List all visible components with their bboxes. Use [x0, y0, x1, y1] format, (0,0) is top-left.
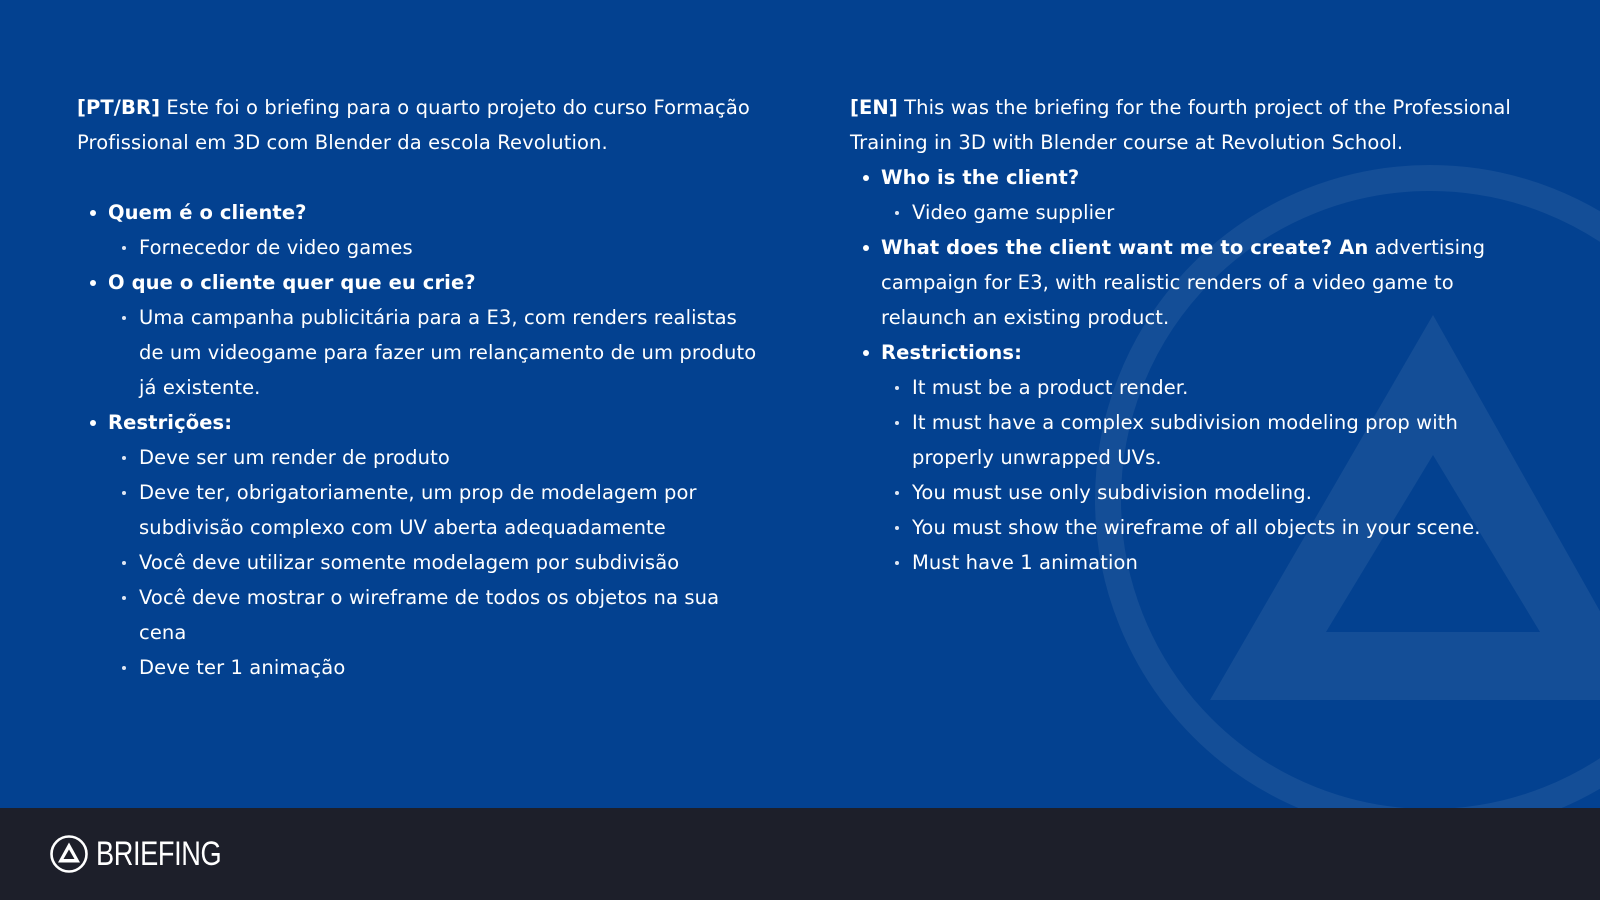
- pt-item-head: Quem é o cliente?: [108, 201, 307, 224]
- pt-spacer: [77, 160, 757, 195]
- pt-subitem: Você deve utilizar somente modelagem por subdivisão: [108, 545, 757, 580]
- en-sublist: [881, 195, 1530, 230]
- pt-sublist: [108, 300, 757, 405]
- pt-sublist: [108, 230, 757, 265]
- en-item-client: [850, 160, 1530, 230]
- pt-tag: [PT/BR]: [77, 96, 161, 119]
- pt-column: [77, 90, 757, 685]
- pt-sublist: [108, 440, 757, 685]
- en-item-head: Restrictions:: [881, 341, 1023, 364]
- pt-subitem: Deve ter, obrigatoriamente, um prop de modelagem por subdivisão complexo com UV aberta adequadamente: [108, 475, 757, 545]
- en-item-tail: advertising campaign for E3, with realistic renders of a video game to relaunch an existing product.: [881, 236, 1486, 329]
- pt-subitem: Você deve mostrar o wireframe de todos os objetos na sua cena: [108, 580, 757, 650]
- en-column: [850, 90, 1530, 580]
- en-item-request: [850, 230, 1530, 335]
- en-intro-text: This was the briefing for the fourth project of the Professional Training in 3D with Blender course at Revolution School.: [850, 96, 1511, 154]
- pt-subitem: Deve ter 1 animação: [108, 650, 757, 685]
- pt-item-head: Restrições:: [108, 411, 233, 434]
- en-item-head: Who is the client?: [881, 166, 1080, 189]
- en-subitem: You must show the wireframe of all objects in your scene.: [881, 510, 1530, 545]
- pt-item-client: [77, 195, 757, 265]
- pt-item-head: O que o cliente quer que eu crie?: [108, 271, 476, 294]
- en-subitem: Must have 1 animation: [881, 545, 1530, 580]
- pt-item-request: [77, 265, 757, 405]
- pt-subitem: Uma campanha publicitária para a E3, com renders realistas de um videogame para fazer um relançamento de um produto já existente.: [108, 300, 757, 405]
- en-sublist: [881, 370, 1530, 580]
- en-tag: [EN]: [850, 96, 898, 119]
- footer-title: BRIEFING: [96, 835, 222, 873]
- pt-item-restrictions: [77, 405, 757, 685]
- footer-bar: [0, 808, 1600, 900]
- pt-list: [77, 195, 757, 685]
- en-subitem: It must have a complex subdivision modeling prop with properly unwrapped UVs.: [881, 405, 1530, 475]
- pt-subitem: Deve ser um render de produto: [108, 440, 757, 475]
- pt-subitem: Fornecedor de video games: [108, 230, 757, 265]
- en-item-restrictions: [850, 335, 1530, 580]
- pt-intro: [77, 90, 757, 160]
- en-subitem: You must use only subdivision modeling.: [881, 475, 1530, 510]
- triangle-in-circle-icon: [49, 834, 89, 874]
- pt-intro-text: Este foi o briefing para o quarto projeto do curso Formação Profissional em 3D com Blender da escola Revolution.: [77, 96, 750, 154]
- en-subitem: It must be a product render.: [881, 370, 1530, 405]
- en-list: [850, 160, 1530, 580]
- en-item-head: What does the client want me to create? An: [881, 236, 1369, 259]
- en-intro: [850, 90, 1530, 160]
- en-subitem: Video game supplier: [881, 195, 1530, 230]
